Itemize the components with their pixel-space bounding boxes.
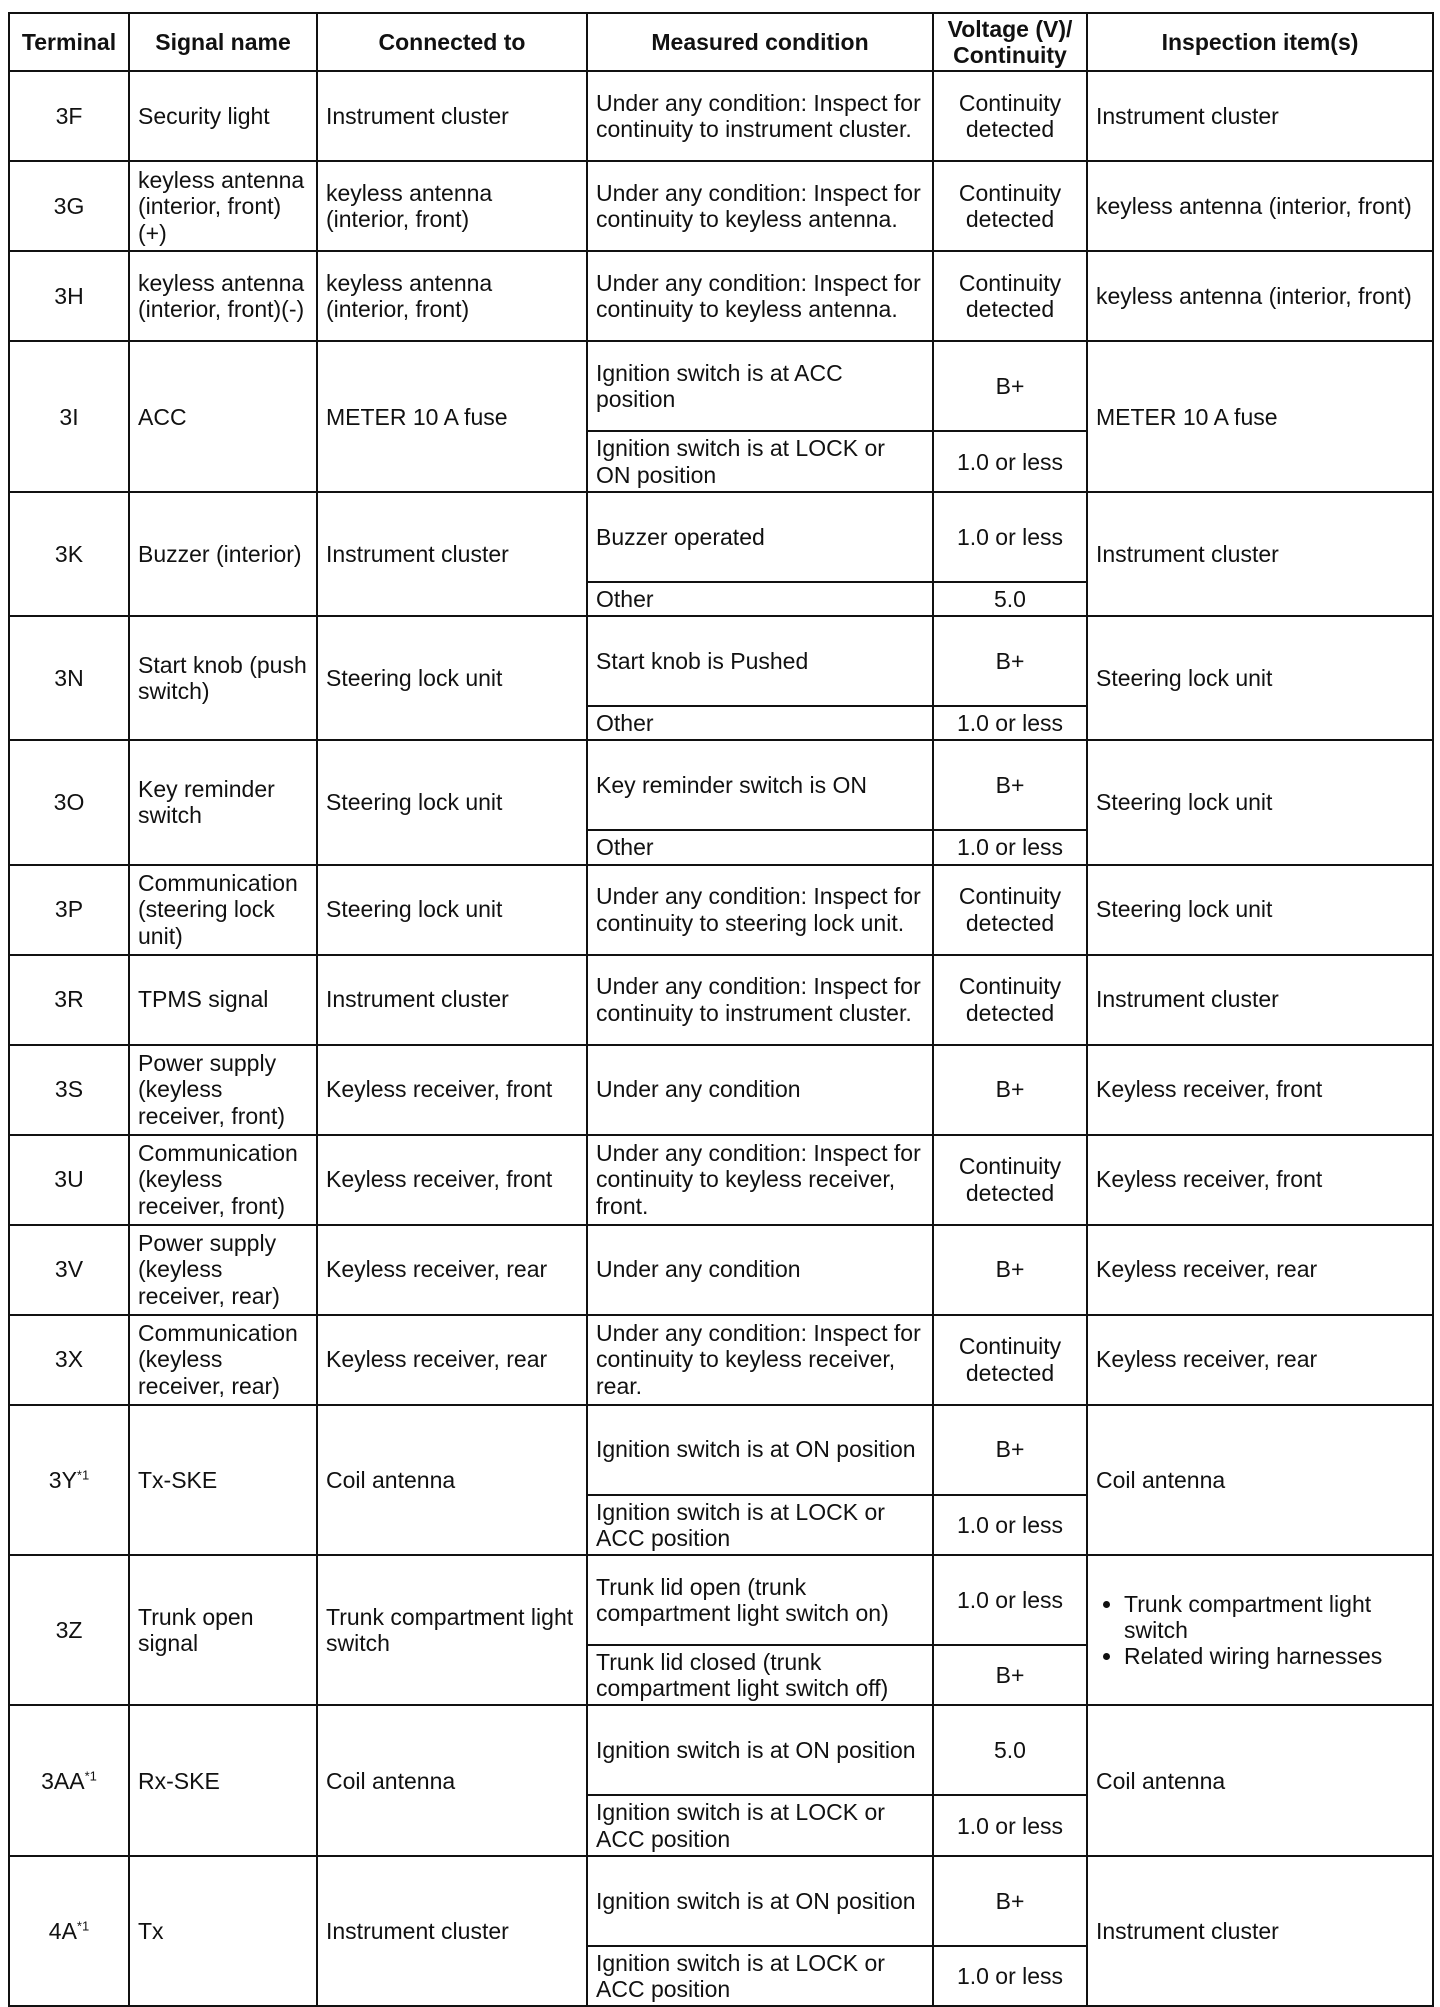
connected-to-cell: Coil antenna — [317, 1705, 587, 1855]
signal-name-cell: Communication (steering lock unit) — [129, 865, 317, 955]
inspection-cell: Keyless receiver, rear — [1087, 1315, 1433, 1405]
condition-cell: Under any condition: Inspect for continuity to keyless antenna. — [587, 251, 933, 341]
terminal-id: 3X — [54, 1346, 84, 1373]
inspection-cell: Keyless receiver, front — [1087, 1045, 1433, 1135]
terminal-cell — [9, 492, 129, 616]
signal-name-cell: Buzzer (interior) — [129, 492, 317, 616]
terminal-cell — [9, 865, 129, 955]
connected-to-cell: Instrument cluster — [317, 492, 587, 616]
table-row — [9, 1705, 1433, 1795]
terminal-note: *1 — [76, 1466, 90, 1482]
terminal-note: *1 — [84, 1767, 97, 1783]
voltage-cell: Continuity detected — [933, 865, 1087, 955]
table-row — [9, 1856, 1433, 1946]
table-row — [9, 161, 1433, 251]
condition-cell: Under any condition — [587, 1225, 933, 1315]
terminal-inspection-table — [8, 12, 1434, 2007]
table-row — [9, 740, 1433, 830]
header-terminal: Terminal — [9, 13, 129, 71]
condition-cell: Other — [587, 830, 933, 864]
voltage-cell: B+ — [933, 1856, 1087, 1946]
header-row — [9, 13, 1433, 71]
voltage-cell: B+ — [933, 1225, 1087, 1315]
terminal-id: 3P — [54, 896, 84, 923]
terminal-cell — [9, 1856, 129, 2006]
condition-cell: Ignition switch is at ON position — [587, 1856, 933, 1946]
signal-name-cell: ACC — [129, 341, 317, 491]
inspection-cell: Keyless receiver, rear — [1087, 1225, 1433, 1315]
connected-to-cell: Trunk compartment light switch — [317, 1555, 587, 1705]
header-signal-name: Signal name — [129, 13, 317, 71]
voltage-cell: B+ — [933, 616, 1087, 706]
inspection-cell: Keyless receiver, front — [1087, 1135, 1433, 1225]
connected-to-cell: Instrument cluster — [317, 1856, 587, 2006]
condition-cell: Trunk lid closed (trunk compartment light switch off) — [587, 1645, 933, 1705]
terminal-id: 3S — [54, 1076, 84, 1103]
condition-cell: Under any condition: Inspect for continuity to keyless receiver, front. — [587, 1135, 933, 1225]
signal-name-cell: Communication (keyless receiver, rear) — [129, 1315, 317, 1405]
signal-name-cell: keyless antenna (interior, front)(-) — [129, 251, 317, 341]
connected-to-cell: Instrument cluster — [317, 955, 587, 1045]
inspection-cell: keyless antenna (interior, front) — [1087, 161, 1433, 251]
connected-to-cell: Coil antenna — [317, 1405, 587, 1555]
terminal-id: 3N — [54, 665, 84, 692]
terminal-cell — [9, 1045, 129, 1135]
signal-name-cell: Start knob (push switch) — [129, 616, 317, 740]
table-row — [9, 1555, 1433, 1645]
table-body — [9, 71, 1433, 2006]
table-row — [9, 251, 1433, 341]
condition-cell: Under any condition: Inspect for continuity to instrument cluster. — [587, 71, 933, 161]
terminal-cell — [9, 616, 129, 740]
header-measured-condition: Measured condition — [587, 13, 933, 71]
header-inspection-items: Inspection item(s) — [1087, 13, 1433, 71]
condition-cell: Ignition switch is at ON position — [587, 1405, 933, 1495]
connected-to-cell: Steering lock unit — [317, 865, 587, 955]
inspection-list — [1096, 1591, 1424, 1670]
terminal-cell — [9, 1705, 129, 1855]
terminal-id: 3Y — [48, 1466, 77, 1493]
inspection-cell: keyless antenna (interior, front) — [1087, 251, 1433, 341]
terminal-cell — [9, 1225, 129, 1315]
voltage-cell: Continuity detected — [933, 955, 1087, 1045]
table-row — [9, 492, 1433, 582]
signal-name-cell: Tx-SKE — [129, 1405, 317, 1555]
voltage-cell: 1.0 or less — [933, 492, 1087, 582]
condition-cell: Key reminder switch is ON — [587, 740, 933, 830]
inspection-cell: Steering lock unit — [1087, 865, 1433, 955]
connected-to-cell: Keyless receiver, front — [317, 1045, 587, 1135]
voltage-cell: 1.0 or less — [933, 1795, 1087, 1855]
terminal-id: 4A — [48, 1917, 77, 1944]
inspection-cell: Instrument cluster — [1087, 1856, 1433, 2006]
inspection-cell: Instrument cluster — [1087, 71, 1433, 161]
signal-name-cell: Key reminder switch — [129, 740, 317, 864]
connected-to-cell: METER 10 A fuse — [317, 341, 587, 491]
condition-cell: Ignition switch is at LOCK or ACC position — [587, 1495, 933, 1555]
terminal-id: 3K — [54, 540, 84, 567]
condition-cell: Ignition switch is at ACC position — [587, 341, 933, 431]
condition-cell: Trunk lid open (trunk compartment light switch on) — [587, 1555, 933, 1645]
terminal-cell — [9, 1405, 129, 1555]
terminal-cell — [9, 1555, 129, 1705]
voltage-cell: 1.0 or less — [933, 1946, 1087, 2006]
condition-cell: Under any condition: Inspect for continuity to instrument cluster. — [587, 955, 933, 1045]
inspection-item: • Related wiring harnesses — [1124, 1643, 1424, 1669]
condition-cell: Start knob is Pushed — [587, 616, 933, 706]
connected-to-cell: keyless antenna (interior, front) — [317, 161, 587, 251]
voltage-cell: 1.0 or less — [933, 1495, 1087, 1555]
voltage-cell: Continuity detected — [933, 1315, 1087, 1405]
table-row — [9, 1135, 1433, 1225]
condition-cell: Under any condition — [587, 1045, 933, 1135]
condition-cell: Ignition switch is at LOCK or ACC position — [587, 1795, 933, 1855]
terminal-id: 3U — [54, 1166, 84, 1193]
voltage-cell: 5.0 — [933, 582, 1087, 616]
voltage-cell: B+ — [933, 740, 1087, 830]
condition-cell: Ignition switch is at ON position — [587, 1705, 933, 1795]
voltage-cell: B+ — [933, 1645, 1087, 1705]
voltage-cell: B+ — [933, 341, 1087, 431]
header-voltage-continuity: Voltage (V)/ Continuity — [933, 13, 1087, 71]
inspection-cell: Instrument cluster — [1087, 955, 1433, 1045]
voltage-cell: 5.0 — [933, 1705, 1087, 1795]
terminal-cell — [9, 251, 129, 341]
terminal-cell — [9, 341, 129, 491]
condition-cell: Ignition switch is at LOCK or ACC position — [587, 1946, 933, 2006]
table-row — [9, 1315, 1433, 1405]
terminal-id: 3G — [53, 193, 85, 220]
connected-to-cell: Steering lock unit — [317, 740, 587, 864]
terminal-cell — [9, 1315, 129, 1405]
signal-name-cell: Power supply (keyless receiver, rear) — [129, 1225, 317, 1315]
inspection-cell: Steering lock unit — [1087, 740, 1433, 864]
signal-name-cell: Communication (keyless receiver, front) — [129, 1135, 317, 1225]
terminal-cell — [9, 71, 129, 161]
terminal-cell — [9, 955, 129, 1045]
condition-cell: Ignition switch is at LOCK or ON position — [587, 431, 933, 491]
terminal-id: 3Z — [55, 1617, 83, 1644]
condition-cell: Other — [587, 582, 933, 616]
condition-cell: Buzzer operated — [587, 492, 933, 582]
signal-name-cell: TPMS signal — [129, 955, 317, 1045]
voltage-cell: 1.0 or less — [933, 706, 1087, 740]
signal-name-cell: Rx-SKE — [129, 1705, 317, 1855]
inspection-cell: Steering lock unit — [1087, 616, 1433, 740]
voltage-cell: B+ — [933, 1405, 1087, 1495]
connected-to-cell: Keyless receiver, rear — [317, 1225, 587, 1315]
table-row — [9, 955, 1433, 1045]
terminal-cell — [9, 1135, 129, 1225]
connected-to-cell: keyless antenna (interior, front) — [317, 251, 587, 341]
condition-cell: Under any condition: Inspect for continuity to keyless receiver, rear. — [587, 1315, 933, 1405]
voltage-cell: 1.0 or less — [933, 431, 1087, 491]
terminal-id: 3F — [55, 103, 83, 130]
inspection-item: • Trunk compartment light switch — [1124, 1591, 1424, 1643]
terminal-note: *1 — [76, 1918, 90, 1934]
condition-cell: Under any condition: Inspect for continuity to steering lock unit. — [587, 865, 933, 955]
connected-to-cell: Steering lock unit — [317, 616, 587, 740]
table-row — [9, 616, 1433, 706]
voltage-cell: B+ — [933, 1045, 1087, 1135]
signal-name-cell: Tx — [129, 1856, 317, 2006]
inspection-cell — [1087, 1555, 1433, 1705]
terminal-id: 3O — [53, 789, 85, 816]
header-connected-to: Connected to — [317, 13, 587, 71]
signal-name-cell: Power supply (keyless receiver, front) — [129, 1045, 317, 1135]
voltage-cell: Continuity detected — [933, 1135, 1087, 1225]
connected-to-cell: Instrument cluster — [317, 71, 587, 161]
table-row — [9, 1225, 1433, 1315]
voltage-cell: Continuity detected — [933, 161, 1087, 251]
table-row — [9, 1045, 1433, 1135]
terminal-id: 3I — [59, 403, 79, 430]
condition-cell: Under any condition: Inspect for continuity to keyless antenna. — [587, 161, 933, 251]
connected-to-cell: Keyless receiver, front — [317, 1135, 587, 1225]
table-row — [9, 71, 1433, 161]
table-row — [9, 1405, 1433, 1495]
terminal-id: 3H — [54, 283, 84, 310]
signal-name-cell: Security light — [129, 71, 317, 161]
terminal-id: 3AA — [41, 1767, 85, 1794]
voltage-cell: 1.0 or less — [933, 1555, 1087, 1645]
terminal-cell — [9, 161, 129, 251]
inspection-cell: Instrument cluster — [1087, 492, 1433, 616]
signal-name-cell: keyless antenna (interior, front)(+) — [129, 161, 317, 251]
inspection-cell: Coil antenna — [1087, 1405, 1433, 1555]
condition-cell: Other — [587, 706, 933, 740]
inspection-cell: Coil antenna — [1087, 1705, 1433, 1855]
voltage-cell: 1.0 or less — [933, 830, 1087, 864]
terminal-id: 3V — [54, 1256, 84, 1283]
voltage-cell: Continuity detected — [933, 251, 1087, 341]
terminal-id: 3R — [54, 986, 84, 1013]
table-row — [9, 865, 1433, 955]
connected-to-cell: Keyless receiver, rear — [317, 1315, 587, 1405]
inspection-cell: METER 10 A fuse — [1087, 341, 1433, 491]
signal-name-cell: Trunk open signal — [129, 1555, 317, 1705]
table-row — [9, 341, 1433, 431]
voltage-cell: Continuity detected — [933, 71, 1087, 161]
terminal-cell — [9, 740, 129, 864]
